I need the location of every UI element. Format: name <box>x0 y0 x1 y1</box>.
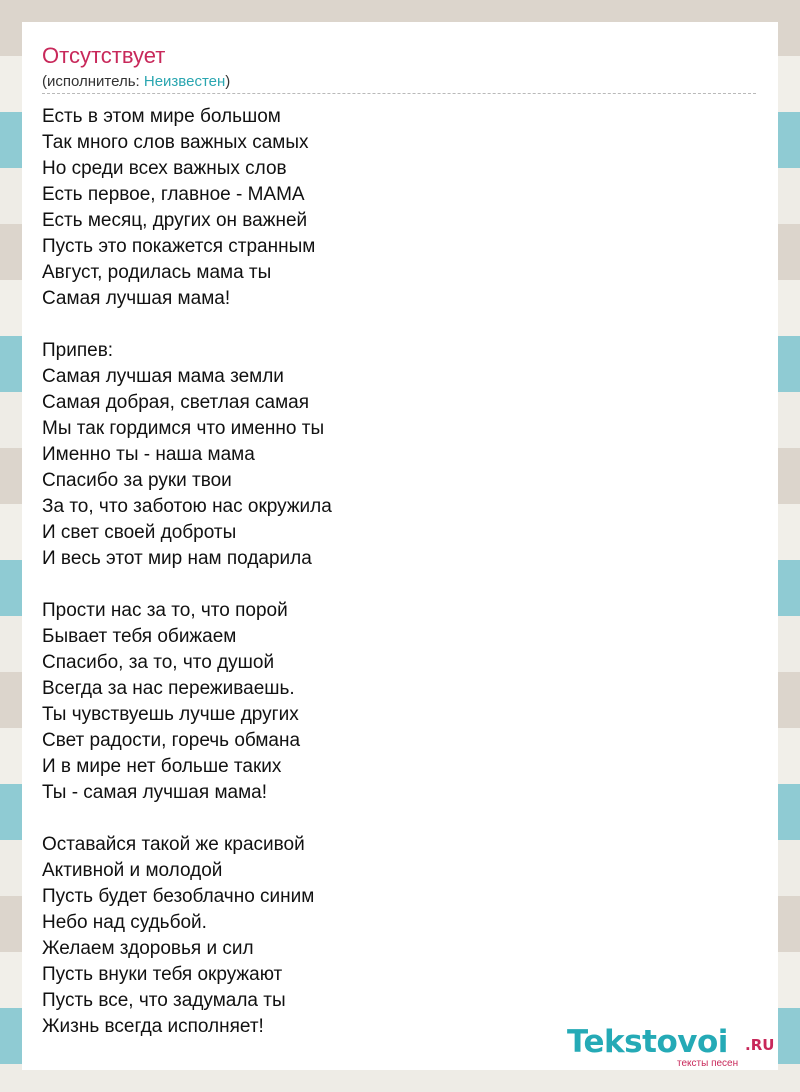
logo-tagline: тексты песен <box>677 1058 739 1069</box>
artist-prefix: (исполнитель: <box>42 73 144 90</box>
artist-link[interactable]: Неизвестен <box>143 73 226 90</box>
artist-suffix: ) <box>225 73 231 90</box>
title-divider <box>42 93 756 94</box>
artist-line <box>42 72 230 92</box>
logo-wordmark: Tekstovoi <box>567 1024 728 1060</box>
lyrics-card <box>22 22 778 1070</box>
song-title: Отсутствует <box>42 43 166 68</box>
lyrics-text: Есть в этом мире большом Так много слов важных самых Но среди всех важных слов Есть первое, главное - МАМА Есть месяц, других он важней Пусть это покажется странным Август, родилась мама ты Самая лучшая мама! Припев: Самая лучшая мама земли Самая добрая, светлая самая Мы так гордимся что именно ты Именно ты - наша мама Спасибо за руки твои За то, что заботою нас окружила И свет своей доброты И весь этот мир нам подарила Прости нас за то, что порой Бывает тебя обижаем Спасибо, за то, что душой Всегда за нас переживаешь. Ты чувствуешь лучше других Свет радости, горечь обмана И в мире нет больше таких Ты - самая лучшая мама! Оставайся такой же красивой Активной и молодой Пусть будет безоблачно синим Небо над судьбой. Желаем здоровья и сил Пусть внуки тебя окружают Пусть все, что задумала ты Жизнь всегда исполняет! <box>42 106 332 1037</box>
logo-domain: .RU <box>745 1036 775 1054</box>
site-logo[interactable] <box>567 1022 777 1072</box>
